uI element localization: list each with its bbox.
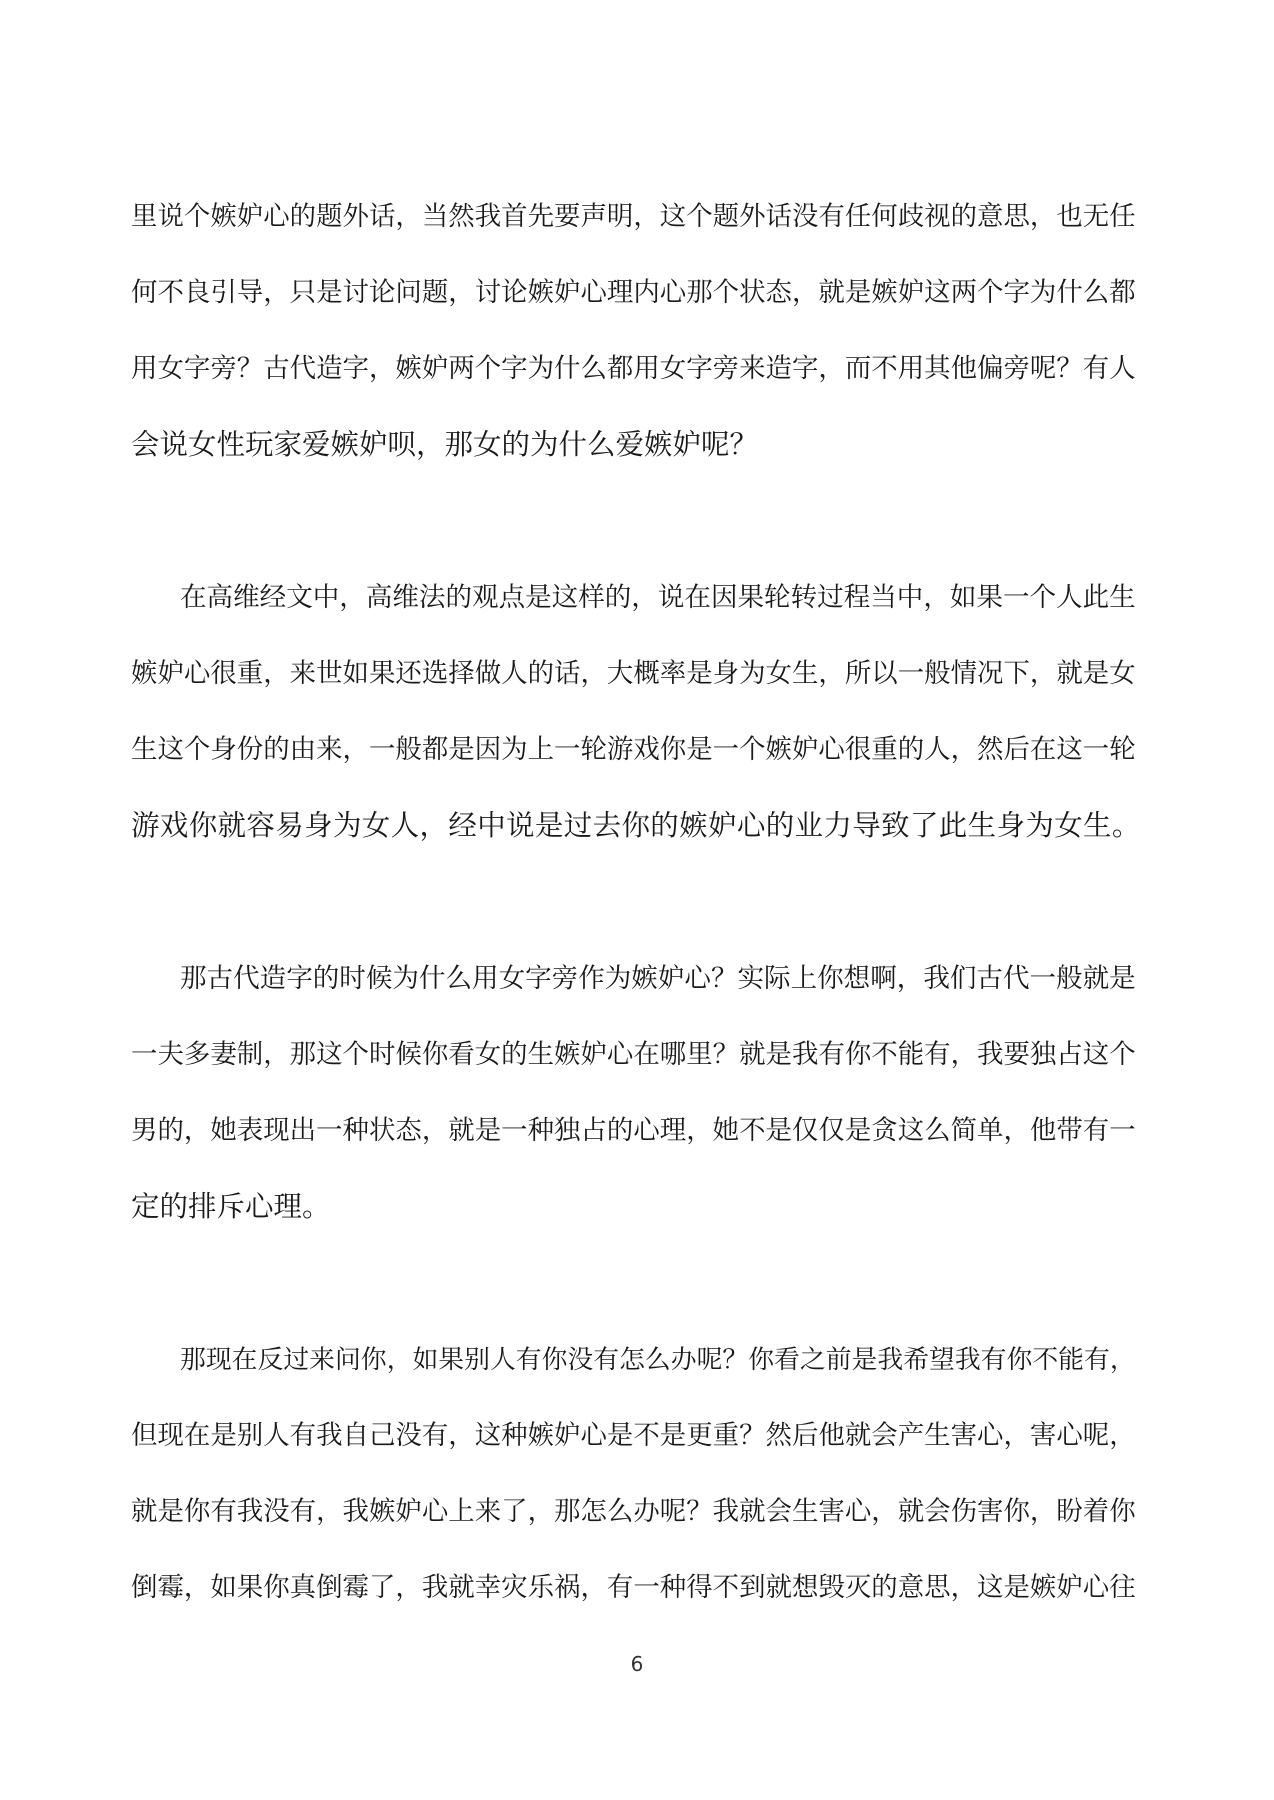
paragraph-2-line-3: 生这个身份的由来，一般都是因为上一轮游戏你是一个嫉妒心很重的人，然后在这一轮 (131, 734, 1136, 765)
paragraph-4-line-3: 就是你有我没有，我嫉妒心上来了，那怎么办呢？我就会生害心，就会伤害你，盼着你 (131, 1496, 1136, 1527)
paragraph-1-line-2: 何不良引导，只是讨论问题，讨论嫉妒心理内心那个状态，就是嫉妒这两个字为什么都 (131, 277, 1136, 308)
paragraph-2-line-2: 嫉妒心很重，来世如果还选择做人的话，大概率是身为女生，所以一般情况下，就是女 (131, 658, 1136, 689)
paragraph-4-line-1: 那现在反过来问你，如果别人有你没有怎么办呢？你看之前是我希望我有你不能有， (180, 1345, 1136, 1375)
paragraph-3-line-3: 男的，她表现出一种状态，就是一种独占的心理，她不是仅仅是贪这么简单，他带有一 (131, 1115, 1136, 1146)
page-number: 6 (630, 1652, 644, 1676)
paragraph-2-line-4: 游戏你就容易身为女人，经中说是过去你的嫉妒心的业力导致了此生身为女生。 (131, 809, 1141, 842)
paragraph-3-line-2: 一夫多妻制，那这个时候你看女的生嫉妒心在哪里？就是我有你不能有，我要独占这个 (131, 1039, 1136, 1070)
paragraph-2-line-1: 在高维经文中，高维法的观点是这样的，说在因果轮转过程当中，如果一个人此生 (180, 582, 1136, 613)
paragraph-4-line-2: 但现在是别人有我自己没有，这种嫉妒心是不是更重？然后他就会产生害心，害心呢， (131, 1420, 1136, 1451)
paragraph-1-line-4: 会说女性玩家爱嫉妒呗，那女的为什么爱嫉妒呢？ (131, 428, 759, 461)
paragraph-3-line-1: 那古代造字的时候为什么用女字旁作为嫉妒心？实际上你想啊，我们古代一般就是 (180, 963, 1136, 994)
paragraph-1-line-3: 用女字旁？古代造字，嫉妒两个字为什么都用女字旁来造字，而不用其他偏旁呢？有人 (131, 353, 1136, 384)
paragraph-1-line-1: 里说个嫉妒心的题外话，当然我首先要声明，这个题外话没有任何歧视的意思，也无任 (131, 201, 1136, 232)
paragraph-3-line-4: 定的排斥心理。 (131, 1190, 331, 1223)
paragraph-4-line-4: 倒霉，如果你真倒霉了，我就幸灾乐祸，有一种得不到就想毁灭的意思，这是嫉妒心往 (131, 1572, 1136, 1603)
